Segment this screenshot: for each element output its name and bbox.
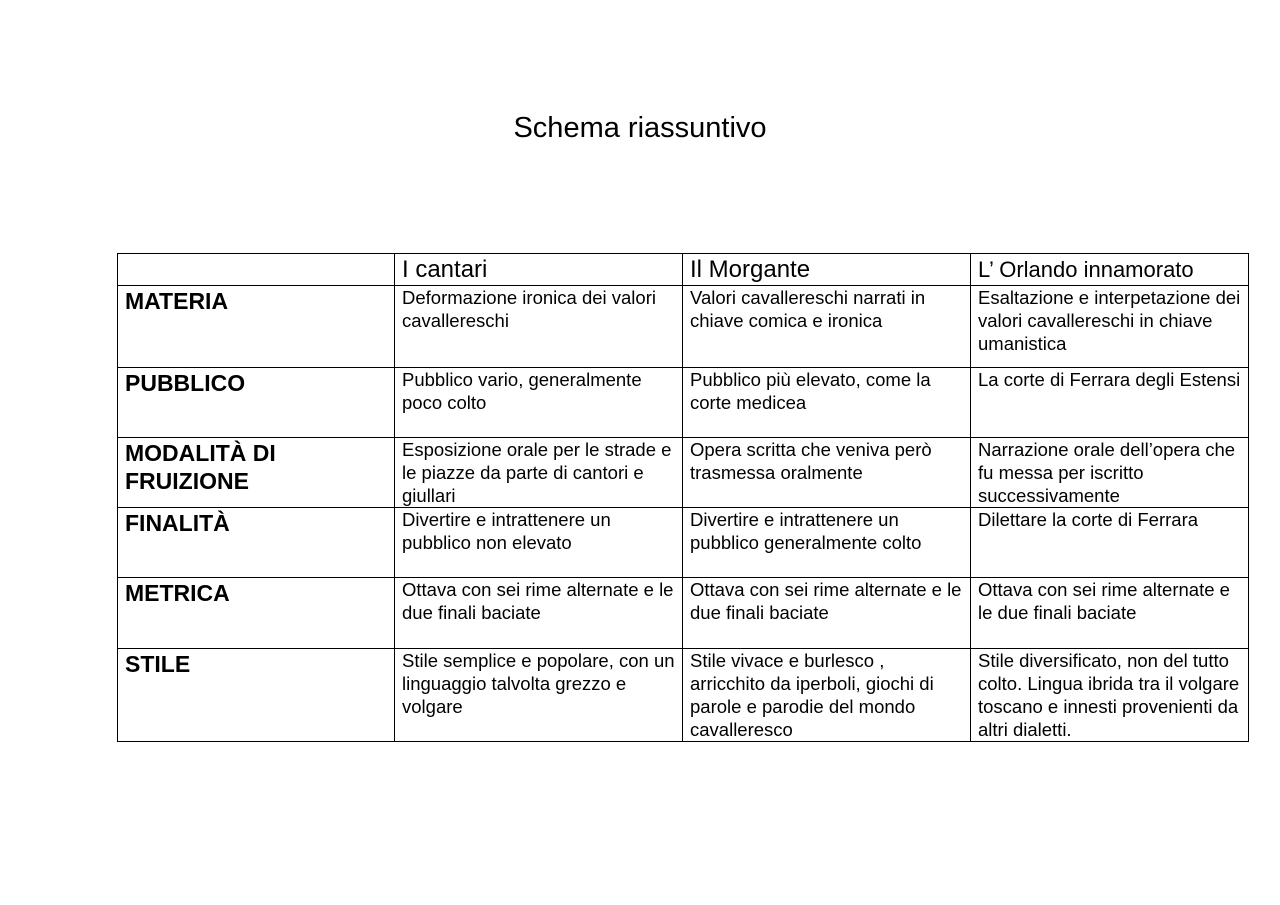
table-cell: Stile semplice e popolare, con un linguaggio talvolta grezzo e volgare — [395, 649, 683, 742]
table-cell: Esposizione orale per le strade e le piazze da parte di cantori e giullari — [395, 438, 683, 508]
table-cell: La corte di Ferrara degli Estensi — [971, 368, 1249, 438]
table-cell: Narrazione orale dell’opera che fu messa per iscritto successivamente — [971, 438, 1249, 508]
summary-table — [117, 253, 1249, 742]
table-cell: Opera scritta che veniva però trasmessa oralmente — [683, 438, 971, 508]
table-cell: Divertire e intrattenere un pubblico non elevato — [395, 508, 683, 578]
table-row — [118, 649, 1249, 742]
row-label-materia: MATERIA — [118, 286, 395, 368]
table-row — [118, 368, 1249, 438]
header-cell-empty — [118, 254, 395, 286]
row-label-finalita: FINALITÀ — [118, 508, 395, 578]
table-header-row — [118, 254, 1249, 286]
table-cell: Ottava con sei rime alternate e le due finali baciate — [971, 578, 1249, 649]
table-cell: Pubblico vario, generalmente poco colto — [395, 368, 683, 438]
header-cell-il-morgante: Il Morgante — [683, 254, 971, 286]
table-row — [118, 286, 1249, 368]
row-label-modalita-di-fruizione: MODALITÀ DI FRUIZIONE — [118, 438, 395, 508]
table-cell: Stile diversificato, non del tutto colto. Lingua ibrida tra il volgare toscano e innesti provenienti da altri dialetti. — [971, 649, 1249, 742]
page-title: Schema riassuntivo — [513, 112, 767, 144]
table-row — [118, 578, 1249, 649]
table-cell: Valori cavallereschi narrati in chiave comica e ironica — [683, 286, 971, 368]
table-row — [118, 508, 1249, 578]
table-cell: Stile vivace e burlesco , arricchito da iperboli, giochi di parole e parodie del mondo cavalleresco — [683, 649, 971, 742]
header-cell-orlando-innamorato: L’ Orlando innamorato — [971, 254, 1249, 286]
table-cell: Pubblico più elevato, come la corte medicea — [683, 368, 971, 438]
header-cell-i-cantari: I cantari — [395, 254, 683, 286]
table-cell: Esaltazione e interpetazione dei valori cavallereschi in chiave umanistica — [971, 286, 1249, 368]
table-cell: Divertire e intrattenere un pubblico generalmente colto — [683, 508, 971, 578]
row-label-pubblico: PUBBLICO — [118, 368, 395, 438]
table-cell: Deformazione ironica dei valori cavallereschi — [395, 286, 683, 368]
table-row — [118, 438, 1249, 508]
row-label-stile: STILE — [118, 649, 395, 742]
table-cell: Dilettare la corte di Ferrara — [971, 508, 1249, 578]
table-cell: Ottava con sei rime alternate e le due finali baciate — [683, 578, 971, 649]
row-label-metrica: METRICA — [118, 578, 395, 649]
table-cell: Ottava con sei rime alternate e le due finali baciate — [395, 578, 683, 649]
